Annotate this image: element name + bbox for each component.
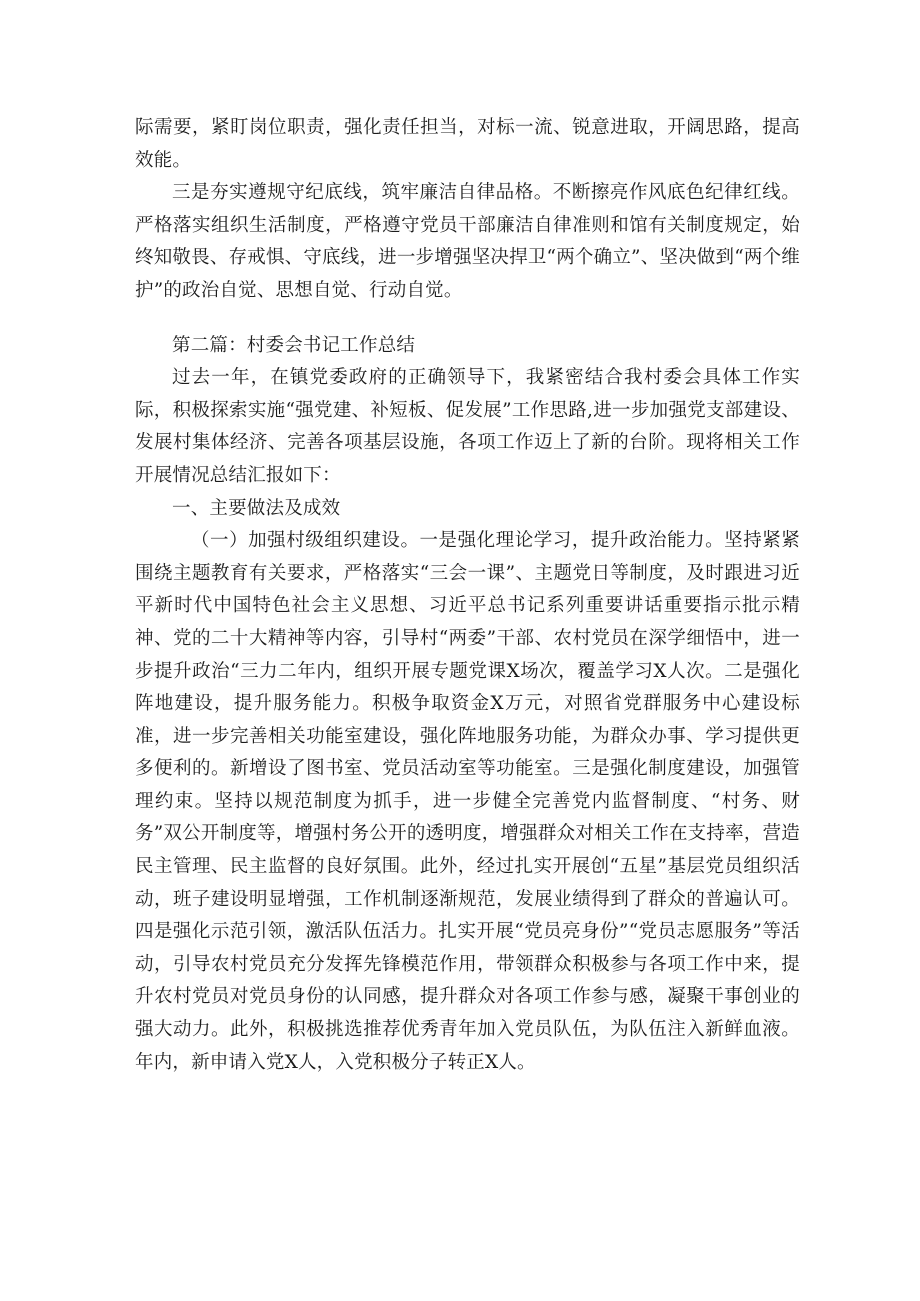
opening-paragraph: 过去一年，在镇党委政府的正确领导下，我紧密结合我村委会具体工作实际，积极探索实施“强党建、补短板、促发展”工作思路,进一步加强党支部建设、发展村集体经济、完善各项基层设施，各项工作迈上了新的台阶。现将相关工作开展情况总结汇报如下： — [135, 367, 800, 486]
document-body — [135, 112, 800, 1079]
subsection-paragraph: （一）加强村级组织建设。一是强化理论学习，提升政治能力。坚持紧紧围绕主题教育有关要求，严格落实“三会一课”、主题党日等制度，及时跟进习近平新时代中国特色社会主义思想、习近平总书记系列重要讲话重要指示批示精神、党的二十大精神等内容，引导村“两委”干部、农村党员在深学细悟中，进一步提升政治“三力二年内，组织开展专题党课X场次，覆盖学习X人次。二是强化阵地建设，提升服务能力。积极争取资金X万元，对照省党群服务中心建设标准，进一步完善相关功能室建设，强化阵地服务功能，为群众办事、学习提供更多便利的。新增设了图书室、党员活动室等功能室。三是强化制度建设，加强管理约束。坚持以规范制度为抓手，进一步健全完善党内监督制度、“村务、财务”双公开制度等，增强村务公开的透明度，增强群众对相关工作在支持率，营造民主管理、民主监督的良好氛围。此外，经过扎实开展创“五星”基层党员组织活动，班子建设明显增强，工作机制逐渐规范，发展业绩得到了群众的普遍认可。四是强化示范引领，激活队伍活力。扎实开展“党员亮身份”“党员志愿服务”等活动，引导农村党员充分发挥先锋模范作用，带领群众积极参与各项工作中来，提升农村党员对党员身份的认同感，提升群众对各项工作参与感，凝聚干事创业的强大动力。此外，积极挑选推荐优秀青年加入党员队伍，为队伍注入新鲜血液。年内，新申请入党X人，入党积极分子转正X人。 — [135, 530, 800, 1073]
paragraph-three: 三是夯实遵规守纪底线，筑牢廉洁自律品格。不断擦亮作风底色纪律红线。严格落实组织生活制度，严格遵守党员干部廉洁自律准则和馆有关制度规定，始终知敬畏、存戒惧、守底线，进一步增强坚决捍卫“两个确立”、坚决做到“两个维护”的政治自觉、思想自觉、行动自觉。 — [135, 182, 800, 301]
intro-paragraph: 际需要，紧盯岗位职责，强化责任担当，对标一流、锐意进取，开阔思路，提高效能。 — [135, 117, 800, 171]
section-title: 第二篇：村委会书记工作总结 — [172, 334, 416, 356]
heading-one: 一、主要做法及成效 — [172, 497, 341, 519]
section-gap — [135, 308, 800, 330]
